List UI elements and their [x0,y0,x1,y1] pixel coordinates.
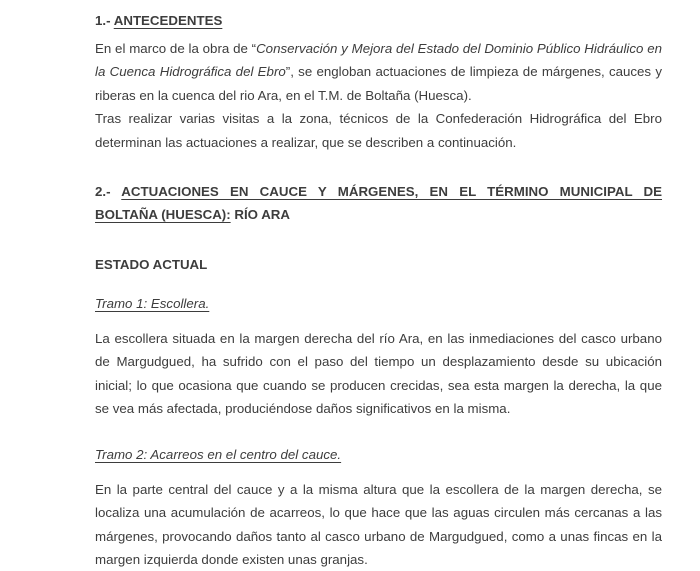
tramo1-body-text: La escollera situada en la margen derecha del río Ara, en las inmediaciones del casco urbano de Margudgued, ha sufrido con el paso del tiempo un desplazamiento desde su ubicación inicial; lo que ocasiona que cuando se producen crecidas, sea esta margen la derecha, la que se vea más afectada, produciéndose daños significativos en la misma. [95,330,662,416]
tramo1-heading-label: Tramo 1: Escollera. [95,295,210,311]
tramo2-heading [95,443,662,467]
section2-title-line2-underlined: BOLTAÑA (HUESCA): [95,207,231,222]
section2-heading [95,180,662,227]
section1-paragraph-2 [95,107,662,154]
paragraph1-tail-text: ”, se engloban actuaciones de limpieza de márgenes, cauces y riberas en la cuenca del rio Ara, en el T.M. de Boltaña (Huesca). [95,64,662,103]
section1-heading [95,9,662,33]
estado-actual-label: ESTADO ACTUAL [95,256,208,272]
tramo2-body-text: En la parte central del cauce y a la misma altura que la escollera de la margen derecha, se localiza una acumulación de acarreos, lo que hace que las aguas circulen más cercanas a las márgenes, provocando daños tanto al casco urbano de Margudgued, como a unas fincas en la margen izquierda donde existen unas granjas. [95,481,662,567]
section1-number: 1.- [95,13,111,28]
section2-number: 2.- [95,183,111,199]
tramo2-paragraph [95,478,662,571]
paragraph1-lead-text: En el marco de la obra de “ [95,40,257,56]
section2-title-underlined: ACTUACIONES EN CAUCE Y MÁRGENES, EN EL TÉRMINO MUNICIPAL DE [121,183,663,199]
estado-actual-heading [95,253,662,277]
section2-heading-line2 [95,203,662,227]
tramo2-heading-label: Tramo 2: Acarreos en el centro del cauce. [95,446,342,462]
section1-title: ANTECEDENTES [113,13,223,28]
paragraph1-work-title: Conservación y Mejora del Estado del Dominio Público Hidráulico en la Cuenca Hidrográfica del Ebro [95,40,662,79]
section2-title-line2-plain: RÍO ARA [234,207,291,222]
section1-paragraph-1 [95,37,662,108]
paragraph2-text: Tras realizar varias visitas a la zona, técnicos de la Confederación Hidrográfica del Ebro determinan las actuaciones a realizar, que se describen a continuación. [95,111,662,150]
tramo1-heading [95,292,662,316]
tramo1-paragraph [95,327,662,421]
section2-heading-line1 [95,180,662,204]
